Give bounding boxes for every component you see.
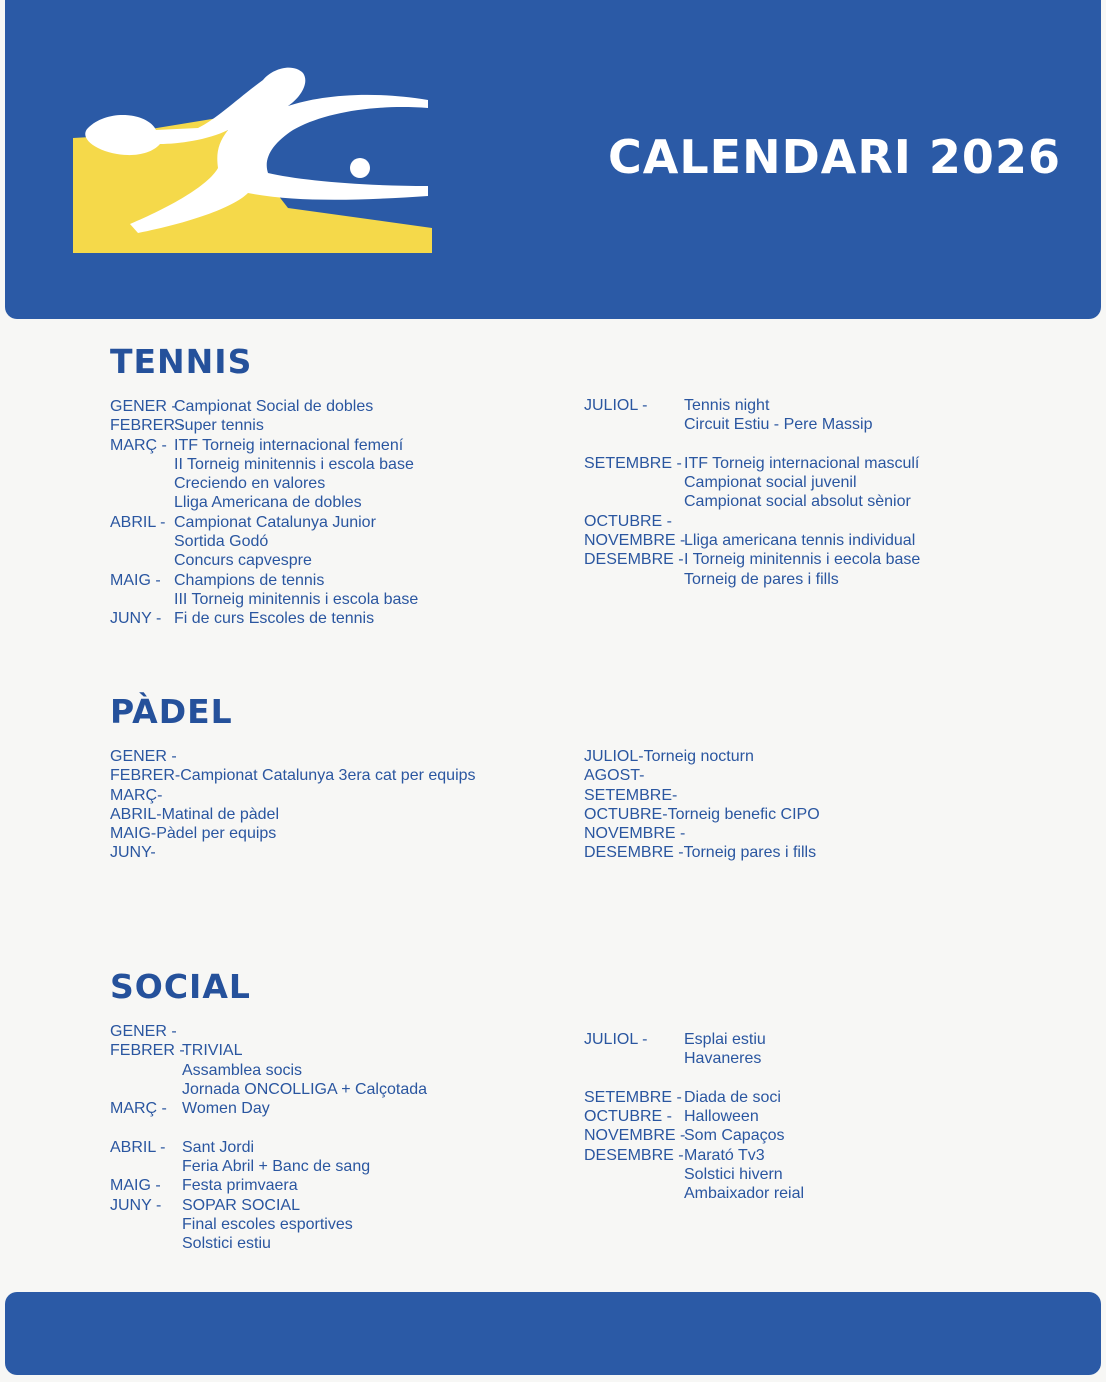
schedule-row: [110, 1099, 270, 1118]
schedule-row: [110, 1234, 271, 1253]
schedule-row: [584, 415, 873, 434]
schedule-row: [584, 1146, 765, 1165]
month-label: MAIG -: [110, 571, 161, 589]
schedule-row: [110, 551, 312, 570]
month-label: OCTUBRE -: [584, 1108, 672, 1126]
month-label: MARÇ -: [110, 1100, 167, 1118]
schedule-row: [110, 493, 362, 512]
schedule-row: [110, 416, 264, 435]
event-label: Champions de tennis: [174, 571, 325, 589]
schedule-row: [584, 747, 820, 766]
event-label: ITF Torneig internacional femení: [174, 436, 404, 454]
month-label: MAIG-: [110, 825, 157, 843]
schedule-row: [110, 609, 375, 628]
schedule-row: [110, 474, 326, 493]
event-label: ITF Torneig internacional masculí: [684, 454, 920, 472]
schedule-row: [110, 1061, 303, 1080]
event-label: Ambaixador reial: [684, 1185, 805, 1203]
event-label: Fi de curs Escoles de tennis: [174, 610, 375, 628]
schedule-row: [584, 1165, 783, 1184]
event-label: Halloween: [684, 1108, 759, 1126]
social-schedule-right: [584, 1030, 805, 1204]
schedule-row: [584, 1030, 766, 1049]
event-label: Pàdel per equips: [156, 825, 277, 843]
event-label: Matinal de pàdel: [161, 805, 279, 823]
schedule-row: [584, 454, 920, 473]
schedule-row: [110, 513, 376, 532]
schedule-row: [584, 1049, 762, 1068]
event-label: Concurs capvespre: [174, 552, 312, 570]
event-label: Solstici hivern: [684, 1166, 783, 1184]
event-label: Campionat social absolut sènior: [684, 493, 911, 511]
event-label: Tennis night: [684, 397, 770, 414]
month-label: NOVEMBRE -: [584, 825, 686, 843]
schedule-row: [110, 747, 476, 766]
schedule-row: [110, 590, 419, 609]
schedule-row: [110, 1196, 300, 1215]
spacer: [584, 1069, 685, 1088]
month-label: ABRIL -: [110, 1138, 166, 1156]
event-label: SOPAR SOCIAL: [182, 1196, 300, 1214]
month-label: FEBRER-: [110, 767, 181, 785]
event-label: Festa primvaera: [182, 1177, 298, 1195]
schedule-row: [110, 1022, 185, 1041]
page-title: CALENDARI 2026: [608, 130, 1061, 184]
event-label: III Torneig minitennis i escola base: [174, 590, 419, 608]
section-title-padel: PÀDEL: [110, 692, 233, 731]
schedule-row: [110, 436, 404, 455]
month-label: JULIOL -: [584, 397, 648, 414]
event-label: Final escoles esportives: [182, 1215, 353, 1233]
event-label: Campionat Social de dobles: [174, 398, 374, 415]
month-label: MARÇ-: [110, 786, 163, 804]
month-label: OCTUBRE -: [584, 512, 672, 530]
schedule-row: [110, 1215, 353, 1234]
schedule-row: [584, 473, 857, 492]
month-label: DESEMBRE -: [584, 844, 684, 862]
month-label: GENER -: [110, 1023, 177, 1040]
spacer: [584, 435, 685, 454]
schedule-row: [584, 1107, 759, 1126]
month-label: GENER -: [110, 748, 177, 765]
tennis-player-logo-icon: [68, 58, 432, 258]
event-label: Women Day: [182, 1100, 270, 1118]
section-title-tennis: TENNIS: [110, 342, 253, 381]
month-label: NOVEMBRE -: [584, 1127, 686, 1145]
schedule-row: [110, 532, 269, 551]
schedule-row: [584, 492, 911, 511]
schedule-row: [110, 455, 414, 474]
schedule-row: [110, 786, 476, 805]
section-title-social: SOCIAL: [110, 967, 251, 1006]
event-label: Torneig benefic CIPO: [667, 805, 820, 823]
event-label: Havaneres: [684, 1050, 762, 1068]
schedule-row: [110, 1176, 298, 1195]
event-label: Torneig de pares i fills: [684, 570, 839, 588]
schedule-row: [110, 571, 325, 590]
schedule-row: [110, 1157, 371, 1176]
event-label: Lliga Americana de dobles: [174, 494, 362, 512]
schedule-row: [584, 1184, 805, 1203]
event-label: Marató Tv3: [684, 1146, 765, 1164]
event-label: Esplai estiu: [684, 1031, 766, 1048]
schedule-row: [584, 570, 839, 589]
schedule-row: [110, 824, 476, 843]
schedule-row: [584, 1126, 785, 1145]
schedule-row: [584, 766, 820, 785]
event-label: Lliga americana tennis individual: [684, 532, 916, 550]
event-label: Assamblea socis: [182, 1061, 303, 1079]
event-label: Feria Abril + Banc de sang: [182, 1158, 371, 1176]
event-label: Diada de soci: [684, 1088, 781, 1106]
month-label: NOVEMBRE -: [584, 532, 686, 550]
padel-schedule-left: [110, 747, 476, 863]
month-label: FEBRER -: [110, 417, 185, 435]
month-label: MAIG -: [110, 1177, 161, 1195]
event-label: Campionat social juvenil: [684, 474, 857, 492]
schedule-row: [110, 1138, 255, 1157]
month-label: DESEMBRE -: [584, 1146, 684, 1164]
month-label: JUNY-: [110, 844, 156, 862]
schedule-row: [110, 843, 476, 862]
schedule-row: [584, 550, 921, 569]
month-label: SETEMBRE -: [584, 1088, 682, 1106]
event-label: Sant Jordi: [182, 1138, 255, 1156]
schedule-row: [110, 1041, 243, 1060]
month-label: JULIOL -: [584, 1031, 648, 1048]
month-label: MARÇ -: [110, 436, 167, 454]
month-label: ABRIL -: [110, 513, 166, 531]
schedule-row: [584, 824, 820, 843]
month-label: SETEMBRE -: [584, 454, 682, 472]
event-label: Campionat Catalunya Junior: [174, 513, 376, 531]
padel-schedule-right: [584, 747, 820, 863]
month-label: JUNY -: [110, 610, 162, 628]
footer-banner: [5, 1292, 1101, 1375]
schedule-row: [110, 805, 476, 824]
month-label: OCTUBRE-: [584, 805, 668, 823]
event-label: TRIVIAL: [182, 1042, 243, 1060]
month-label: AGOST-: [584, 767, 645, 785]
event-label: Jornada ONCOLLIGA + Calçotada: [182, 1080, 428, 1098]
event-label: II Torneig minitennis i escola base: [174, 455, 414, 473]
event-label: Creciendo en valores: [174, 475, 326, 493]
month-label: JULIOL-: [584, 748, 644, 765]
month-label: SETEMBRE-: [584, 786, 678, 804]
month-label: JUNY -: [110, 1196, 162, 1214]
event-label: Torneig pares i fills: [683, 844, 817, 862]
event-label: Sortida Godó: [174, 533, 269, 551]
month-label: FEBRER -: [110, 1042, 185, 1060]
social-schedule-left: [110, 1022, 428, 1254]
schedule-row: [110, 766, 476, 785]
schedule-row: [584, 786, 820, 805]
month-label: ABRIL-: [110, 805, 162, 823]
header-banner: [5, 0, 1101, 319]
month-label: GENER -: [110, 398, 177, 415]
tennis-schedule-left: [110, 397, 419, 629]
event-label: Torneig nocturn: [643, 748, 754, 765]
month-label: DESEMBRE -: [584, 551, 684, 569]
schedule-row: [584, 843, 820, 862]
schedule-row: [584, 512, 685, 531]
schedule-row: [110, 1080, 428, 1099]
schedule-row: [584, 1088, 781, 1107]
schedule-row: [584, 531, 916, 550]
schedule-row: [584, 396, 770, 415]
event-label: I Torneig minitennis i eecola base: [684, 551, 921, 569]
event-label: Campionat Catalunya 3era cat per equips: [180, 767, 476, 785]
schedule-row: [110, 397, 374, 416]
event-label: Som Capaços: [684, 1127, 785, 1145]
event-label: Solstici estiu: [182, 1235, 271, 1253]
spacer: [110, 1118, 185, 1137]
event-label: Super tennis: [174, 417, 264, 435]
schedule-row: [584, 805, 820, 824]
tennis-schedule-right: [584, 396, 921, 589]
event-label: Circuit Estiu - Pere Massip: [684, 416, 873, 434]
